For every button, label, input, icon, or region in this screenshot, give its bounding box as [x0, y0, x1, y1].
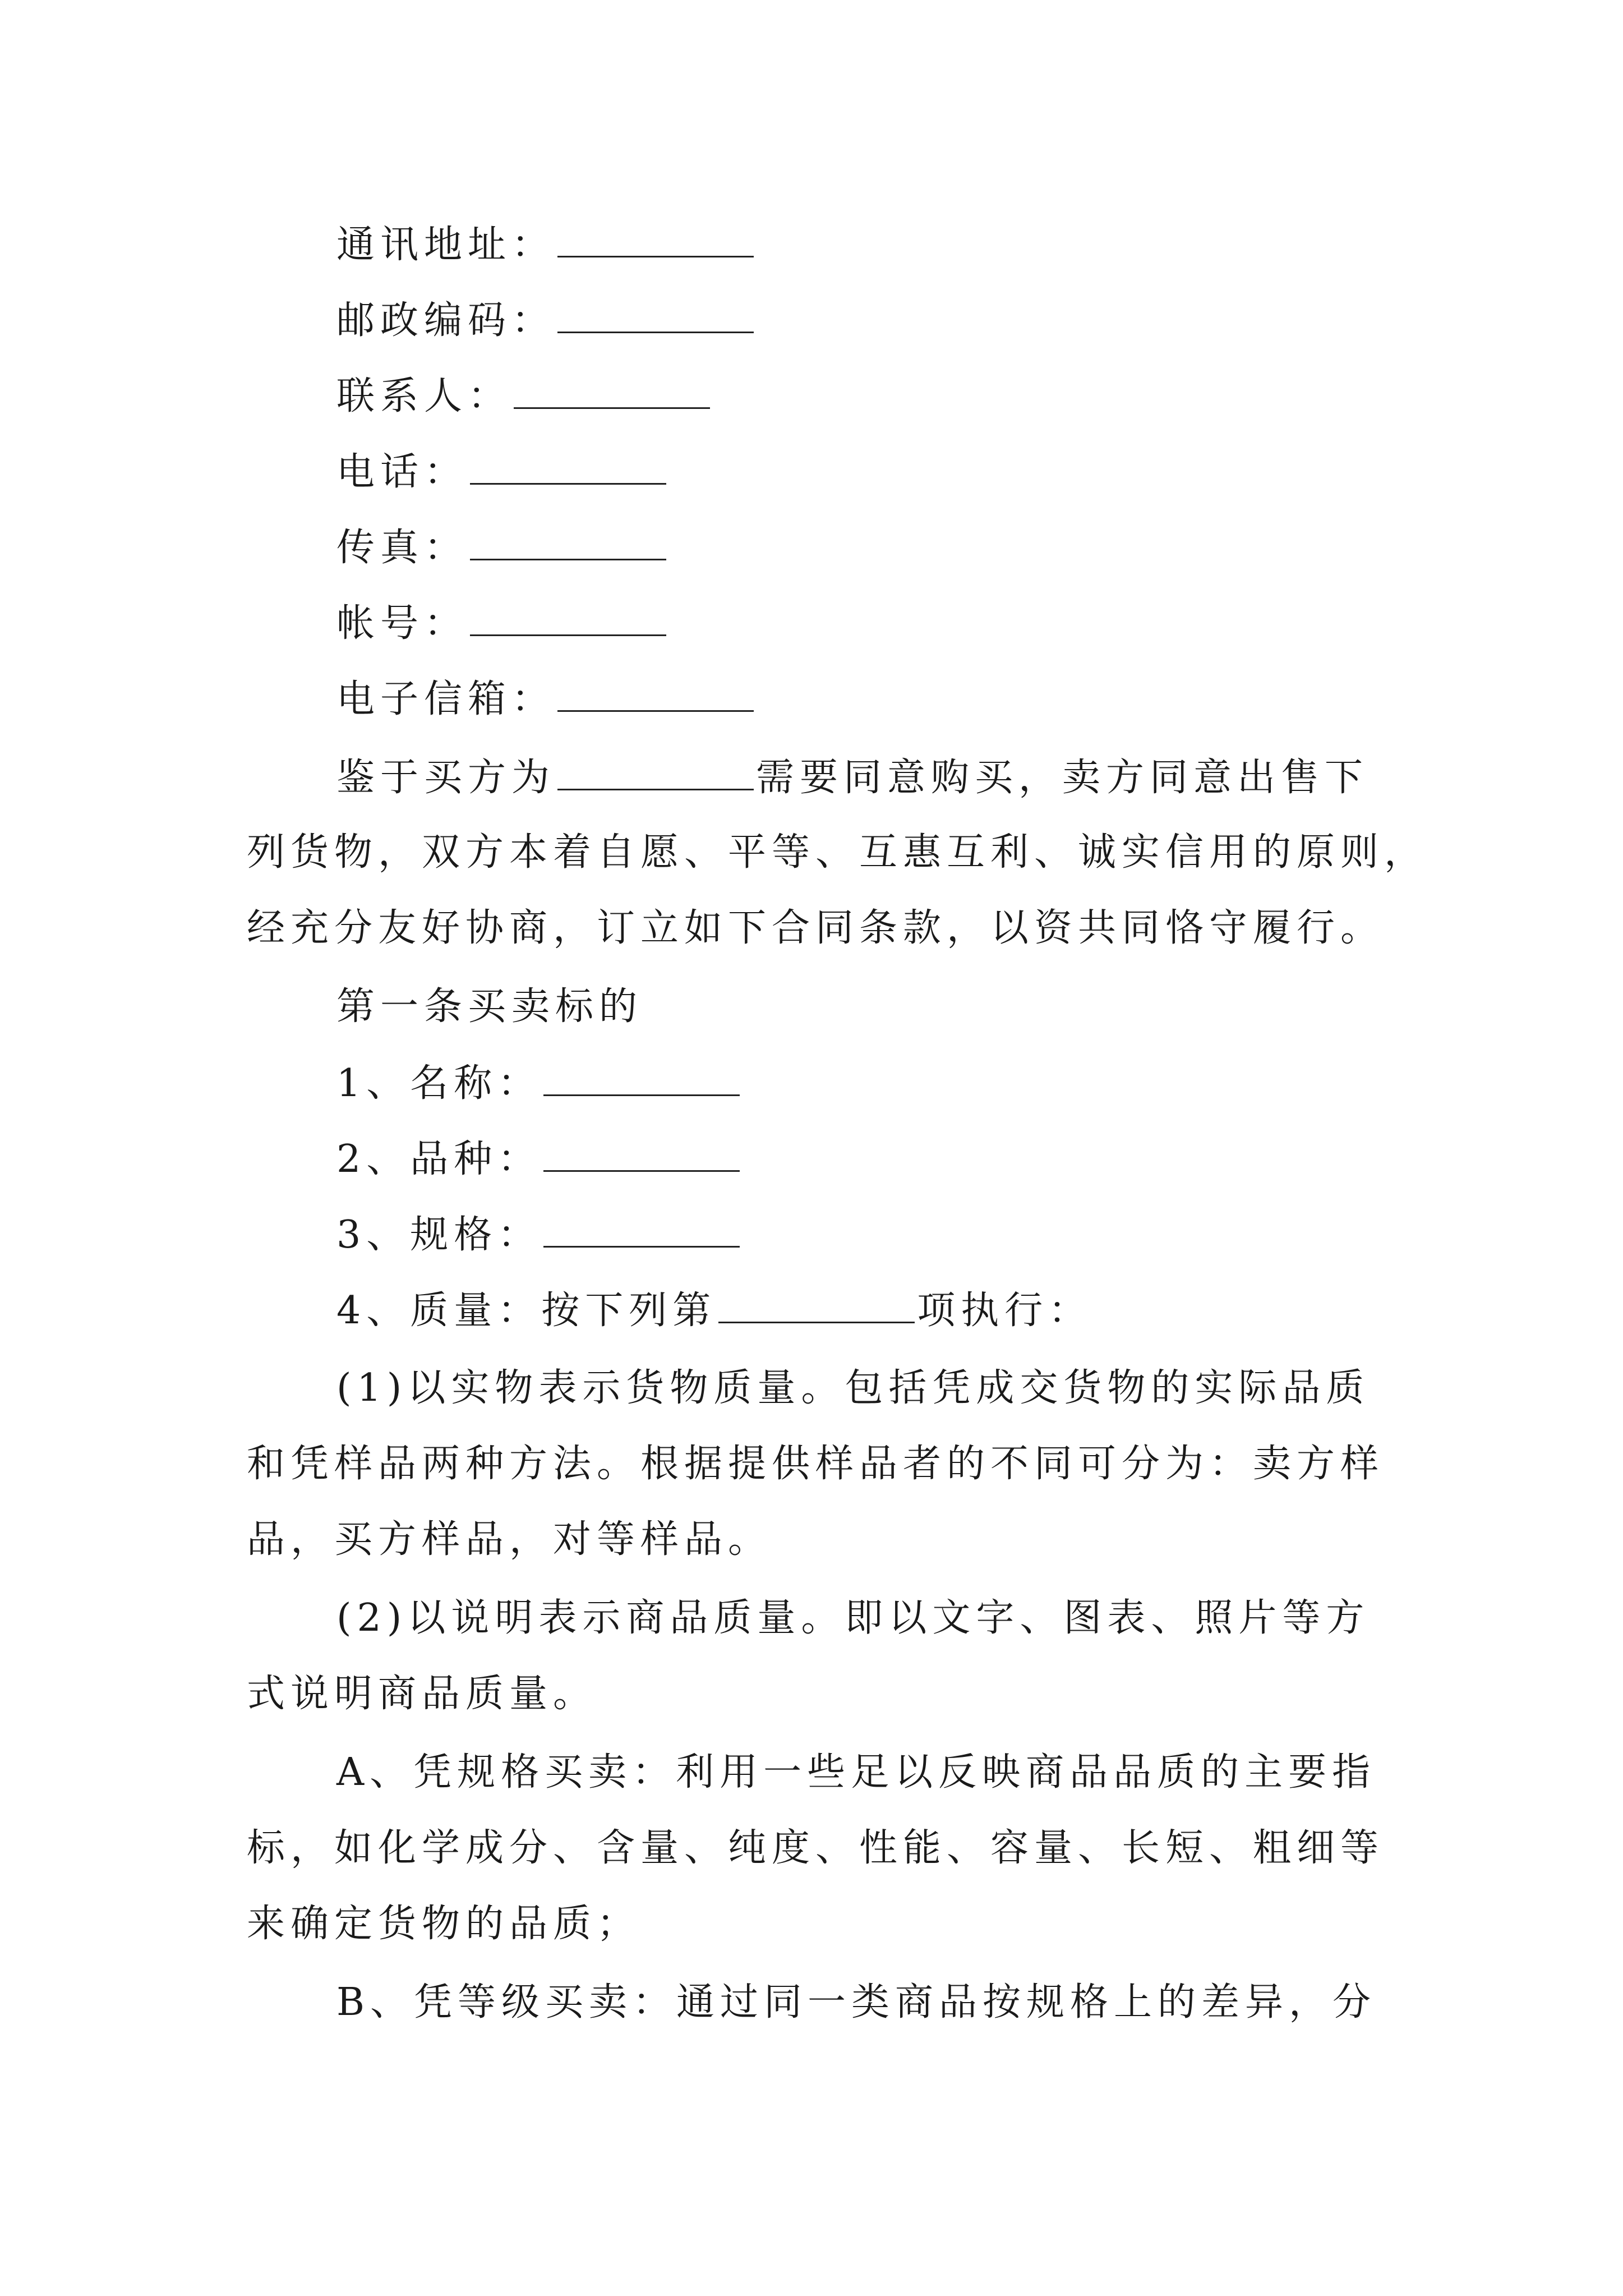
- intro-line-1: 鉴于买方为 需要同意购买，卖方同意出售下: [336, 752, 1486, 803]
- fill-blank: [557, 752, 754, 790]
- article-heading: 第一条买卖标的: [336, 984, 643, 1029]
- paragraph-2-line-2: 式说明商品质量。: [247, 1672, 597, 1716]
- paragraph-2-line-1: (2)以说明表示商品质量。即以文字、图表、照片等方: [336, 1596, 1370, 1640]
- item-name: 1、名称：: [336, 1057, 1486, 1109]
- fill-blank: [470, 597, 666, 636]
- paragraph-b-line-1: B、凭等级买卖：通过同一类商品按规格上的差异，分: [336, 1980, 1376, 2024]
- fill-blank: [718, 1285, 915, 1323]
- fill-blank: [557, 673, 754, 712]
- intro-line-2: 列货物，双方本着自愿、平等、互惠互利、诚实信用的原则，: [247, 830, 1428, 875]
- item-specification: 3、规格：: [336, 1209, 1486, 1260]
- paragraph-1-line-1: (1)以实物表示货物质量。包括凭成交货物的实际品质: [336, 1366, 1370, 1410]
- fill-blank: [543, 1133, 740, 1172]
- contact-field-fax: 传真：: [336, 522, 1486, 573]
- contact-field-contact-person: 联系人：: [336, 370, 1486, 422]
- fill-blank: [557, 295, 754, 333]
- contact-field-email: 电子信箱：: [336, 673, 1486, 725]
- paragraph-a-line-3: 来确定货物的品质；: [247, 1902, 641, 1946]
- contact-field-account: 帐号：: [336, 597, 1486, 649]
- fill-blank: [514, 370, 710, 409]
- fill-blank: [557, 219, 754, 257]
- contact-field-address: 通讯地址：: [336, 219, 1486, 270]
- paragraph-1-line-3: 品，买方样品，对等样品。: [247, 1517, 772, 1562]
- fill-blank: [470, 446, 666, 485]
- fill-blank: [543, 1209, 740, 1248]
- intro-line-3: 经充分友好协商，订立如下合同条款，以资共同恪守履行。: [247, 906, 1385, 950]
- fill-blank: [470, 522, 666, 560]
- contact-field-phone: 电话：: [336, 446, 1486, 498]
- item-variety: 2、品种：: [336, 1133, 1486, 1185]
- paragraph-1-line-2: 和凭样品两种方法。根据提供样品者的不同可分为：卖方样: [247, 1442, 1385, 1486]
- contact-field-postcode: 邮政编码：: [336, 295, 1486, 346]
- item-quality: 4、质量：按下列第 项执行：: [336, 1285, 1486, 1336]
- fill-blank: [543, 1057, 740, 1096]
- paragraph-a-line-1: A、凭规格买卖：利用一些足以反映商品品质的主要指: [336, 1750, 1376, 1795]
- paragraph-a-line-2: 标，如化学成分、含量、纯度、性能、容量、长短、粗细等: [247, 1826, 1385, 1870]
